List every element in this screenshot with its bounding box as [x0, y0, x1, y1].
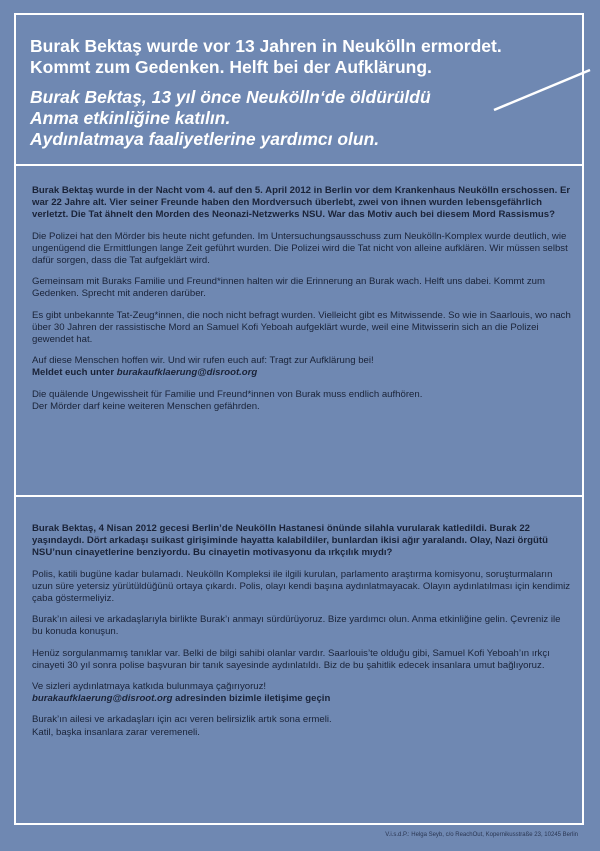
- header: [30, 36, 570, 150]
- german-paragraph-2: Gemeinsam mit Buraks Familie und Freund*innen halten wir die Erinnerung an Burak wach. Helft uns dabei. Kommt zum Gedenken. Sprecht mit anderen darüber.: [32, 276, 545, 300]
- german-closing-2: Der Mörder darf keine weiteren Menschen gefährden.: [32, 400, 260, 412]
- turkish-closing-1: Burak’ın ailesi ve arkadaşları için acı veren belirsizlik artık sona ermeli.: [32, 714, 332, 726]
- headline-de-2: Kommt zum Gedenken. Helft bei der Aufklärung.: [30, 57, 432, 77]
- german-call: Auf diese Menschen hoffen wir. Und wir rufen euch auf: Tragt zur Aufklärung bei!: [32, 355, 374, 367]
- turkish-lead: Burak Bektaş, 4 Nisan 2012 gecesi Berlin’de Neukölln Hastanesi önünde silahla vurularak katledildi. Burak 22 yaşındaydı. Dört arkadaşı suikast girişiminde hayatta kalabildiler, bunlardan ikisi ağır yaralandı. Olay, Nazi örgütü NSU’nun cinayetlerine benziyordu. Bu cinayetin motivasyonu da ırkçılık mıydı?: [32, 523, 548, 559]
- turkish-paragraph-1: Polis, katili bugüne kadar bulamadı. Neukölln Kompleksi ile ilgili kurulan, parlamento araştırma komisyonu, soruşturmaların uzun süre yetersiz yürütüldüğünü ortaya çıkardı. Polis, olayı kendi başına aydınlatmayacak. Olayın aydınlatılması için kendimiz çaba göstermeliyiz.: [32, 568, 571, 605]
- german-contact-email[interactable]: burakaufklaerung@disroot.org: [116, 367, 258, 379]
- german-section: [32, 185, 572, 422]
- section-divider: [14, 495, 584, 497]
- headline-tr-1: Burak Bektaş, 13 yıl önce Neukölln‘de öldürüldü: [30, 87, 431, 107]
- german-paragraph-1: Die Polizei hat den Mörder bis heute nicht gefunden. Im Untersuchungsausschuss zum Neukölln-Komplex wurde deutlich, wie ungenügend die Ermittlungen lange Zeit geführt wurden. Die Polizei wird die Tat nicht von alleine aufklären. Wir müssen selbst dafür sorgen, dass die Tat aufgeklärt wird.: [32, 230, 568, 267]
- turkish-contact-email[interactable]: burakaufklaerung@disroot.org: [32, 693, 173, 705]
- german-lead: Burak Bektaş wurde in der Nacht vom 4. auf den 5. April 2012 in Berlin vor dem Krankenhaus Neukölln erschossen. Er war 22 Jahre alt. Vier seiner Freunde haben den Mordversuch überlebt, zwei von ihnen wurden lebensgefährlich verletzt. Die Tat ähnelt den Morden des Neonazi-Netzwerks NSU. War das Motiv auch bei diesem Mord Rassismus?: [32, 185, 571, 221]
- turkish-paragraph-5: [32, 714, 572, 738]
- header-divider: [14, 164, 584, 166]
- turkish-call: Ve sizleri aydınlatmaya katkıda bulunmaya çağırıyoruz!: [32, 681, 267, 693]
- german-paragraph-3: Es gibt unbekannte Tat-Zeug*innen, die noch nicht befragt wurden. Vielleicht gibt es Mitwissende. So wie in Saarlouis, wo nach über 30 Jahren der rassistische Mord an Samuel Kofi Yeboah aufgeklärt wurde, weil eine Mitwisserin sich an die Polizei gewendet hat.: [32, 309, 571, 346]
- turkish-section: [32, 523, 572, 748]
- german-paragraph-4: [32, 355, 572, 379]
- headline-tr-2: Anma etkinliğine katılın.: [30, 108, 231, 128]
- german-closing-1: Die quälende Ungewissheit für Familie und Freund*innen von Burak muss endlich aufhören.: [32, 388, 423, 400]
- turkish-contact-suffix: adresinden bizimle iletişime geçin: [172, 693, 331, 705]
- turkish-paragraph-3: Henüz sorgulanmamış tanıklar var. Belki de bilgi sahibi olanlar vardır. Saarlouis’te olduğu gibi, Samuel Kofi Yeboah’ın ırkçı cinayeti 30 yıl sonra polise başvuran bir tanık sayesinde aydınlatıldı. Biz de bu şahitlik edecek insanlara umut bağlıyoruz.: [32, 647, 550, 671]
- turkish-paragraph-2: Burak’ın ailesi ve arkadaşlarıyla birlikte Burak’ı anmayı sürdürüyoruz. Bize yardımcı olun. Anma etkinliğine gelin. Çevreniz ile bu konuda konuşun.: [32, 614, 561, 638]
- german-contact-prefix: Meldet euch unter: [32, 367, 117, 379]
- headline-tr-3: Aydınlatmaya faaliyetlerine yardımcı olun.: [30, 129, 380, 149]
- headline-de-1: Burak Bektaş wurde vor 13 Jahren in Neukölln ermordet.: [30, 36, 502, 56]
- turkish-paragraph-4: [32, 681, 572, 705]
- imprint: V.i.s.d.P.: Helga Seyb, c/o ReachOut, Kopernikusstraße 23, 10245 Berlin: [385, 832, 578, 838]
- german-paragraph-5: [32, 389, 572, 413]
- turkish-closing-2: Katil, başka insanlara zarar veremeneli.: [32, 726, 200, 738]
